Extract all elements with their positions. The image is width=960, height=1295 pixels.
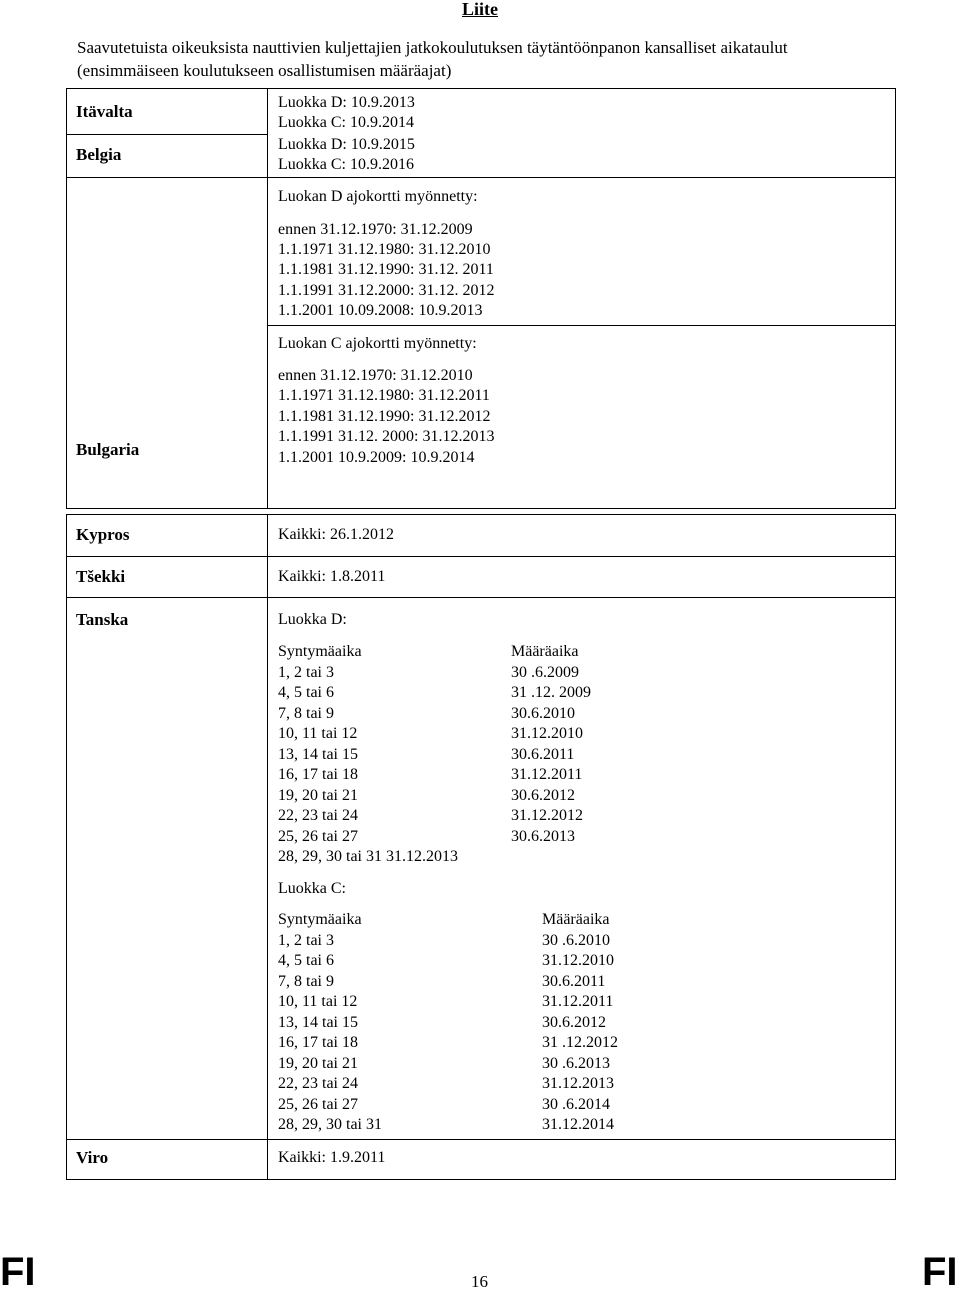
tanska-d-row-birthdate: 7, 8 tai 9 [278, 704, 334, 722]
tanska-d-row-birthdate: 13, 14 tai 15 [278, 745, 358, 763]
bulgaria-d-line: ennen 31.12.1970: 31.12.2009 [278, 221, 473, 238]
bulgaria-c-heading: Luokan C ajokortti myönnetty: [278, 335, 477, 352]
tanska-c-row-deadline: 31.12.2011 [542, 993, 614, 1010]
bulgaria-d-line: 1.1.1971 31.12.1980: 31.12.2010 [278, 241, 491, 258]
belgia-line-1: Luokka D: 10.9.2015 [278, 136, 415, 153]
tanska-c-row-deadline: 31.12.2014 [542, 1116, 614, 1133]
table-block-bottom [66, 514, 896, 1180]
itavalta-line-2: Luokka C: 10.9.2014 [278, 114, 414, 131]
column-divider [267, 514, 268, 1180]
row-divider [66, 134, 268, 135]
country-belgia: Belgia [76, 145, 122, 164]
tanska-c-row-deadline: 30 .6.2010 [542, 931, 610, 949]
tanska-c-col-header-birthdate: Syntymäaika [278, 911, 362, 928]
viro-value: Kaikki: 1.9.2011 [278, 1149, 386, 1166]
tanska-d-row-birthdate: 22, 23 tai 24 [278, 807, 358, 824]
tanska-d-row-deadline: 31.12.2011 [511, 766, 583, 783]
bulgaria-c-line: ennen 31.12.1970: 31.12.2010 [278, 367, 473, 384]
tanska-d-row-birthdate: 10, 11 tai 12 [278, 725, 358, 742]
row-divider [267, 325, 896, 326]
bulgaria-c-line: 1.1.2001 10.9.2009: 10.9.2014 [278, 449, 475, 466]
tanska-d-row-birthdate: 1, 2 tai 3 [278, 663, 334, 681]
tanska-d-row-deadline: 31 .12. 2009 [511, 684, 591, 701]
tanska-c-row-birthdate: 10, 11 tai 12 [278, 993, 358, 1010]
document-subtitle: (ensimmäiseen koulutukseen osallistumisen määräajat) [77, 61, 452, 80]
tanska-c-col-header-deadline: Määräaika [542, 911, 610, 928]
tanska-c-row-birthdate: 7, 8 tai 9 [278, 972, 334, 990]
tanska-c-row-deadline: 31 .12.2012 [542, 1034, 618, 1051]
tanska-c-row-birthdate: 19, 20 tai 21 [278, 1054, 358, 1072]
column-divider [267, 88, 268, 509]
bulgaria-d-heading: Luokan D ajokortti myönnetty: [278, 188, 478, 205]
tanska-c-row-deadline: 30 .6.2013 [542, 1054, 610, 1072]
tsekki-value: Kaikki: 1.8.2011 [278, 568, 386, 585]
tanska-d-row-deadline: 30.6.2010 [511, 704, 575, 722]
tanska-d-row-birthdate: 28, 29, 30 tai 31 31.12.2013 [278, 848, 458, 865]
tanska-c-row-birthdate: 16, 17 tai 18 [278, 1034, 358, 1051]
bulgaria-d-line: 1.1.2001 10.09.2008: 10.9.2013 [278, 302, 483, 319]
tanska-c-row-birthdate: 28, 29, 30 tai 31 [278, 1116, 382, 1133]
kypros-value: Kaikki: 26.1.2012 [278, 526, 394, 543]
tanska-d-heading: Luokka D: [278, 611, 347, 628]
tanska-c-row-deadline: 30 .6.2014 [542, 1095, 610, 1113]
country-itavalta: Itävalta [76, 102, 133, 121]
tanska-c-row-birthdate: 22, 23 tai 24 [278, 1075, 358, 1092]
tanska-d-col-header-deadline: Määräaika [511, 643, 579, 660]
tanska-c-heading: Luokka C: [278, 880, 346, 897]
annex-label: Liite [462, 0, 498, 19]
country-tsekki: Tšekki [76, 567, 126, 586]
country-tanska: Tanska [76, 610, 129, 629]
itavalta-line-1: Luokka D: 10.9.2013 [278, 94, 415, 111]
country-viro: Viro [76, 1148, 109, 1167]
bulgaria-d-line: 1.1.1981 31.12.1990: 31.12. 2011 [278, 261, 494, 278]
tanska-d-row-deadline: 30 .6.2009 [511, 663, 579, 681]
language-code-right: FI [922, 1250, 958, 1294]
tanska-d-row-deadline: 30.6.2013 [511, 827, 575, 845]
tanska-d-row-birthdate: 25, 26 tai 27 [278, 827, 358, 845]
tanska-d-row-deadline: 31.12.2010 [511, 725, 583, 742]
country-bulgaria: Bulgaria [76, 440, 140, 459]
tanska-d-row-birthdate: 16, 17 tai 18 [278, 766, 358, 783]
row-divider [66, 556, 896, 557]
tanska-c-row-deadline: 30.6.2012 [542, 1013, 606, 1031]
row-divider [66, 597, 896, 598]
tanska-c-row-deadline: 31.12.2010 [542, 952, 614, 969]
tanska-c-row-birthdate: 4, 5 tai 6 [278, 952, 334, 969]
row-divider [66, 1139, 896, 1140]
tanska-d-row-deadline: 30.6.2012 [511, 786, 575, 804]
bulgaria-c-line: 1.1.1981 31.12.1990: 31.12.2012 [278, 408, 491, 425]
country-kypros: Kypros [76, 525, 130, 544]
tanska-c-row-birthdate: 1, 2 tai 3 [278, 931, 334, 949]
bulgaria-c-line: 1.1.1971 31.12.1980: 31.12.2011 [278, 387, 490, 404]
bulgaria-d-line: 1.1.1991 31.12.2000: 31.12. 2012 [278, 282, 495, 299]
document-title: Saavutetuista oikeuksista nauttivien kuljettajien jatkokoulutuksen täytäntöönpanon kansalliset aikataulut [77, 38, 788, 57]
tanska-c-row-deadline: 31.12.2013 [542, 1075, 614, 1092]
tanska-d-col-header-birthdate: Syntymäaika [278, 643, 362, 660]
tanska-c-row-birthdate: 13, 14 tai 15 [278, 1013, 358, 1031]
tanska-d-row-deadline: 30.6.2011 [511, 745, 575, 763]
tanska-c-row-birthdate: 25, 26 tai 27 [278, 1095, 358, 1113]
tanska-d-row-birthdate: 19, 20 tai 21 [278, 786, 358, 804]
tanska-d-row-birthdate: 4, 5 tai 6 [278, 684, 334, 701]
belgia-line-2: Luokka C: 10.9.2016 [278, 156, 414, 173]
tanska-d-row-deadline: 31.12.2012 [511, 807, 583, 824]
bulgaria-c-line: 1.1.1991 31.12. 2000: 31.12.2013 [278, 428, 495, 445]
row-divider [66, 177, 896, 178]
tanska-c-row-deadline: 30.6.2011 [542, 972, 606, 990]
page-number: 16 [471, 1272, 488, 1291]
language-code-left: FI [0, 1250, 36, 1294]
